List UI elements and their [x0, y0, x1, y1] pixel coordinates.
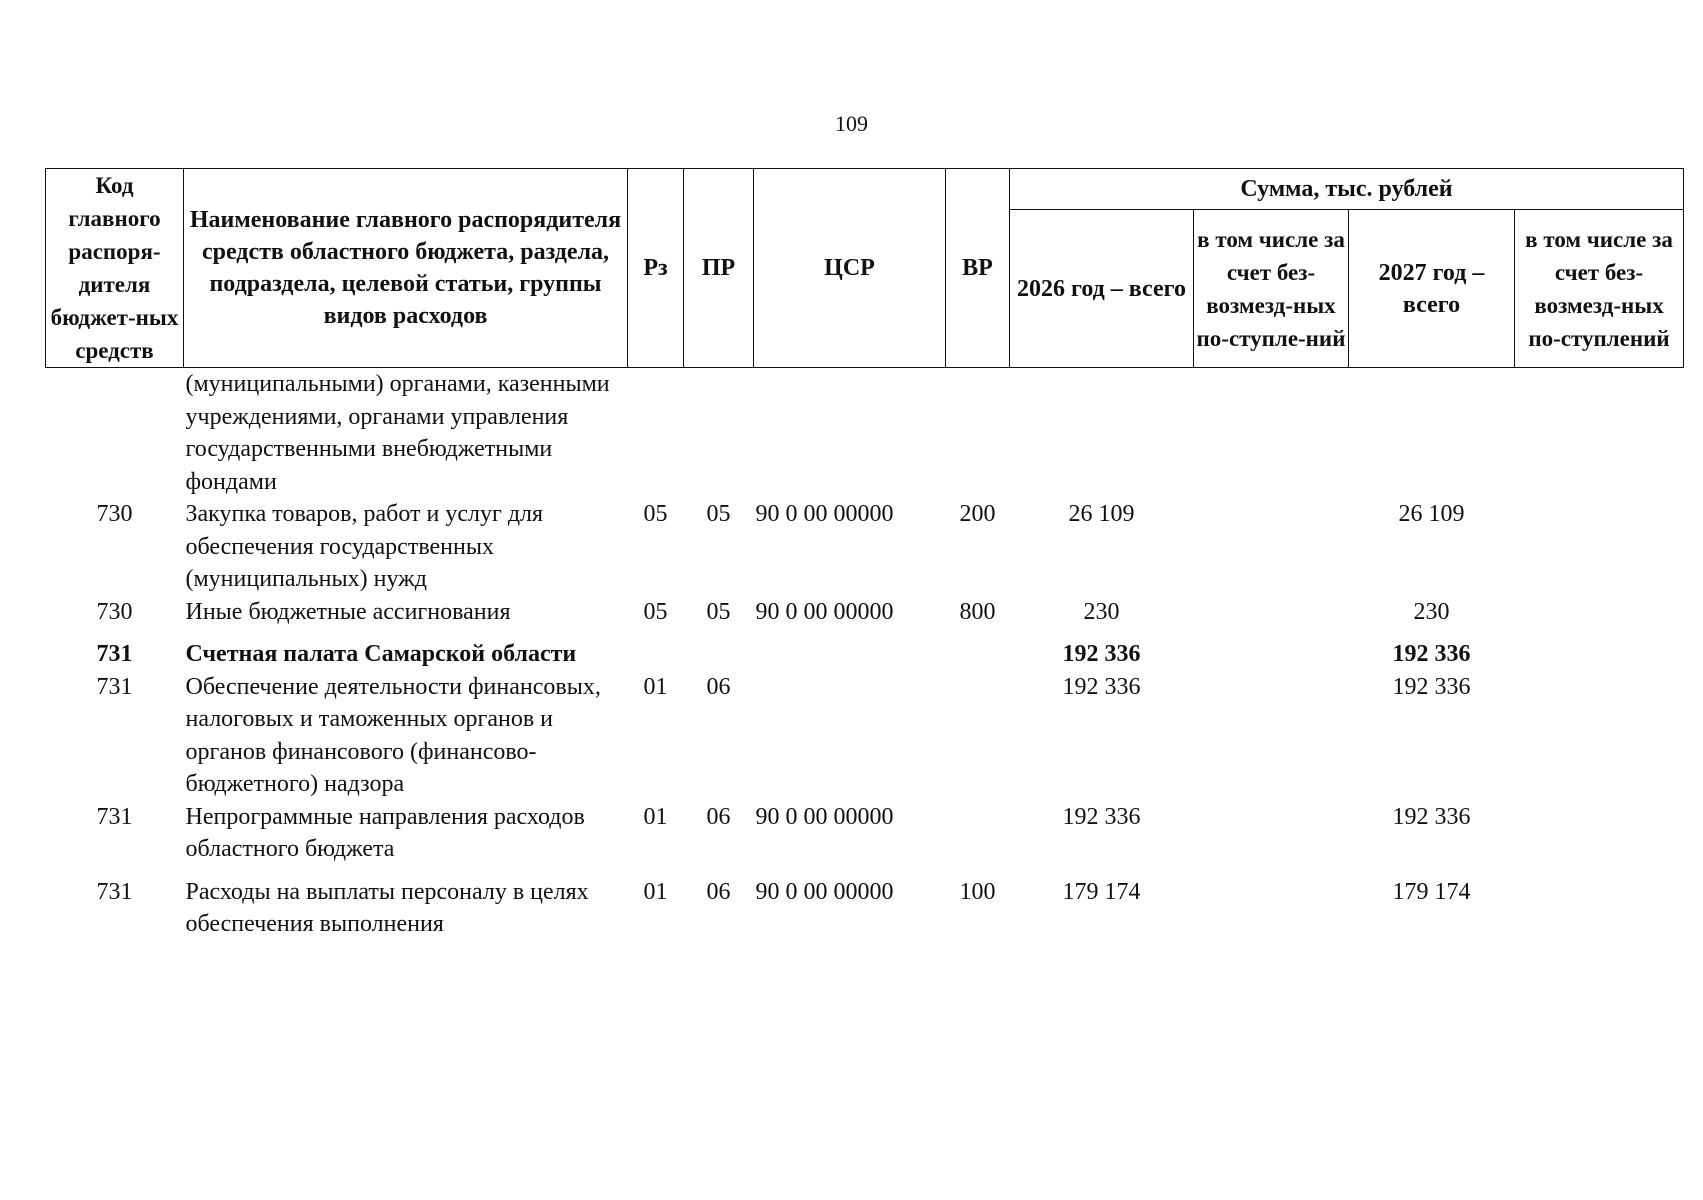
header-2026-grant: в том числе за счет без-возмезд-ных по-ступле-ний [1194, 210, 1349, 368]
cell-2026-total: 230 [1083, 598, 1120, 625]
table-header [46, 169, 1684, 368]
cell-name: Счетная палата Самарской области [185, 641, 577, 667]
cell-rz: 05 [643, 598, 668, 625]
cell-code: 731 [96, 641, 133, 667]
cell-name: Иные бюджетные ассигнования [185, 598, 511, 625]
cell-pr [684, 628, 754, 671]
cell-vr [946, 628, 1010, 671]
cell-2026-grant [1194, 498, 1349, 596]
cell-2027-grant [1515, 866, 1684, 941]
cell-code: 731 [96, 878, 133, 905]
cell-name: Закупка товаров, работ и услуг для обеспечения государственных (муниципальных) нужд [185, 501, 544, 592]
cell-csr: 90 0 00 00000 [755, 598, 894, 625]
cell-csr: 90 0 00 00000 [755, 803, 894, 830]
cell-vr [946, 368, 1010, 499]
table-row [46, 368, 1684, 499]
cell-csr [754, 671, 946, 801]
page-number: 109 [835, 111, 868, 136]
cell-vr: 800 [959, 598, 996, 625]
cell-2026-total [1010, 368, 1194, 499]
cell-csr [754, 628, 946, 671]
cell-rz [628, 368, 684, 499]
header-csr: ЦСР [754, 169, 946, 368]
cell-2027-grant [1515, 596, 1684, 629]
cell-2026-grant [1194, 866, 1349, 941]
cell-2026-total: 26 109 [1068, 501, 1135, 527]
cell-pr: 06 [706, 878, 731, 905]
cell-rz: 05 [643, 501, 668, 527]
cell-csr [754, 368, 946, 499]
cell-2026-total: 192 336 [1062, 641, 1141, 667]
cell-csr: 90 0 00 00000 [755, 501, 894, 527]
cell-vr [946, 801, 1010, 866]
header-code: Код главного распоря-дителя бюджет-ных средств [46, 169, 184, 368]
cell-vr: 100 [959, 878, 996, 905]
budget-table [45, 168, 1684, 941]
cell-2027-total: 192 336 [1392, 673, 1471, 700]
cell-2026-grant [1194, 368, 1349, 499]
cell-pr [684, 368, 754, 499]
cell-2027-grant [1515, 368, 1684, 499]
cell-name: Расходы на выплаты персоналу в целях обеспечения выполнения [185, 878, 589, 937]
cell-2026-grant [1194, 596, 1349, 629]
cell-2026-grant [1194, 628, 1349, 671]
table-row [46, 866, 1684, 941]
cell-vr [946, 671, 1010, 801]
cell-vr: 200 [959, 501, 996, 527]
cell-pr: 05 [706, 501, 731, 527]
cell-code: 731 [96, 673, 133, 700]
header-2026-total: 2026 год – всего [1010, 210, 1194, 368]
cell-code [46, 368, 184, 499]
header-vr: ВР [946, 169, 1010, 368]
cell-2026-grant [1194, 671, 1349, 801]
header-rz: Рз [628, 169, 684, 368]
cell-2027-total: 230 [1413, 598, 1450, 625]
cell-2027-total: 179 174 [1392, 878, 1471, 905]
table-row-total [46, 628, 1684, 671]
cell-2026-total: 192 336 [1062, 673, 1141, 700]
table-row [46, 801, 1684, 866]
table-row [46, 498, 1684, 596]
table-body [46, 368, 1684, 941]
cell-csr: 90 0 00 00000 [755, 878, 894, 905]
cell-2027-total [1349, 368, 1515, 499]
cell-2027-total: 192 336 [1392, 641, 1471, 667]
cell-2027-total: 192 336 [1392, 803, 1471, 830]
header-pr: ПР [684, 169, 754, 368]
table-row [46, 596, 1684, 629]
cell-pr: 06 [706, 803, 731, 830]
cell-2026-total: 179 174 [1062, 878, 1141, 905]
cell-rz: 01 [643, 803, 668, 830]
cell-pr: 06 [706, 673, 731, 700]
cell-code: 731 [96, 803, 133, 830]
cell-2027-grant [1515, 498, 1684, 596]
cell-name: (муниципальными) органами, казенными учреждениями, органами управления государственными внебюджетными фондами [185, 371, 610, 495]
header-2027-total: 2027 год – всего [1349, 210, 1515, 368]
cell-pr: 05 [706, 598, 731, 625]
cell-name: Обеспечение деятельности финансовых, налоговых и таможенных органов и органов финансового (финансово-бюджетного) надзора [185, 673, 601, 797]
cell-rz: 01 [643, 673, 668, 700]
header-name: Наименование главного распорядителя средств областного бюджета, раздела, подраздела, целевой статьи, группы видов расходов [184, 169, 628, 368]
header-sum-group: Сумма, тыс. рублей [1010, 169, 1684, 210]
cell-name: Непрограммные направления расходов областного бюджета [185, 803, 585, 862]
cell-2026-total: 192 336 [1062, 803, 1141, 830]
cell-rz [628, 628, 684, 671]
cell-2027-total: 26 109 [1398, 501, 1465, 527]
header-2027-grant: в том числе за счет без-возмезд-ных по-ступлений [1515, 210, 1684, 368]
cell-2027-grant [1515, 801, 1684, 866]
cell-rz: 01 [643, 878, 668, 905]
cell-2027-grant [1515, 671, 1684, 801]
cell-code: 730 [96, 598, 133, 625]
table-row [46, 671, 1684, 801]
cell-code: 730 [96, 501, 133, 527]
cell-2027-grant [1515, 628, 1684, 671]
cell-2026-grant [1194, 801, 1349, 866]
